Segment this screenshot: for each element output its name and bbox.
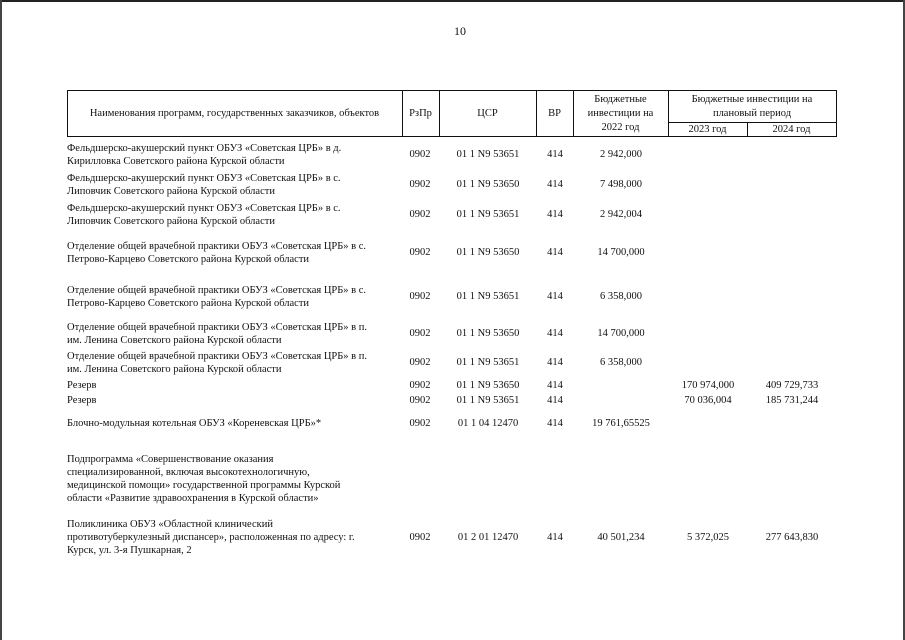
header-planned-l1: Бюджетные инвестиции на <box>691 94 813 105</box>
header-2023: 2023 год <box>688 124 727 135</box>
row-name: Резерв <box>67 395 97 406</box>
row-2024: 409 729,733 <box>765 380 819 391</box>
row-rzpr: 0902 <box>409 247 431 258</box>
row-2022: 7 498,000 <box>600 179 642 190</box>
subprogram-l4: области «Развитие здравоохранения в Курской области» <box>67 493 319 504</box>
row-name <box>67 284 402 310</box>
row-name: Резерв <box>67 380 97 391</box>
row-2022: 19 761,65525 <box>592 418 650 429</box>
row-name <box>67 321 402 347</box>
row-csr: 01 1 N9 53651 <box>456 357 520 368</box>
row-2023: 5 372,025 <box>687 532 729 543</box>
row-rzpr: 0902 <box>409 328 431 339</box>
row-2022: 6 358,000 <box>600 357 642 368</box>
row-name-l2: Петрово-Карцево Советского района Курской области <box>67 298 310 309</box>
subprogram-l1: Подпрограмма «Совершенствование оказания <box>67 454 274 465</box>
row-rzpr: 0902 <box>409 179 431 190</box>
row-name-l2: Кирилловка Советского района Курской области <box>67 156 285 167</box>
row-name-l1: Поликлиника ОБУЗ «Областной клинический <box>67 519 273 530</box>
row-name <box>67 202 402 228</box>
row-rzpr: 0902 <box>409 532 431 543</box>
row-name-l3: Курск, ул. 3-я Пушкарная, 2 <box>67 545 192 556</box>
row-vr: 414 <box>547 328 563 339</box>
row-csr: 01 1 N9 53651 <box>456 149 520 160</box>
row-csr: 01 1 N9 53650 <box>456 247 520 258</box>
row-rzpr: 0902 <box>409 209 431 220</box>
header-inv-2022-l3: 2022 год <box>601 122 640 133</box>
row-rzpr: 0902 <box>409 380 431 391</box>
row-name-l2: Липовчик Советского района Курской области <box>67 216 275 227</box>
row-vr: 414 <box>547 532 563 543</box>
row-2022: 2 942,000 <box>600 149 642 160</box>
row-vr: 414 <box>547 380 563 391</box>
row-name-l1: Фельдшерско-акушерский пункт ОБУЗ «Советская ЦРБ» в с. <box>67 173 341 184</box>
subprogram-text <box>67 453 402 505</box>
row-csr: 01 1 N9 53650 <box>456 179 520 190</box>
row-csr: 01 2 01 12470 <box>457 532 519 543</box>
row-name <box>67 350 402 376</box>
header-inv-2022 <box>573 93 668 135</box>
row-vr: 414 <box>547 149 563 160</box>
header-rzpr: РзПр <box>409 108 432 119</box>
header-vline-7 <box>836 90 837 137</box>
row-vr: 414 <box>547 247 563 258</box>
row-name-l1: Отделение общей врачебной практики ОБУЗ «Советская ЦРБ» в п. <box>67 351 368 362</box>
row-name-l1: Фельдшерско-акушерский пункт ОБУЗ «Советская ЦРБ» в с. <box>67 203 341 214</box>
header-top-line <box>67 90 837 91</box>
row-name-l2: им. Ленина Советского района Курской области <box>67 364 282 375</box>
row-csr: 01 1 04 12470 <box>457 418 519 429</box>
row-2024: 185 731,244 <box>765 395 819 406</box>
header-name: Наименования программ, государственных заказчиков, объектов <box>89 108 380 119</box>
row-2022: 40 501,234 <box>597 532 645 543</box>
header-planned <box>668 93 836 121</box>
header-2024: 2024 год <box>772 124 811 135</box>
row-vr: 414 <box>547 179 563 190</box>
row-name <box>67 172 402 198</box>
row-vr: 414 <box>547 357 563 368</box>
header-inv-2022-l1: Бюджетные <box>594 94 647 105</box>
row-name-l1: Отделение общей врачебной практики ОБУЗ «Советская ЦРБ» в п. <box>67 322 368 333</box>
header-vr: ВР <box>548 108 561 119</box>
scan-border-top <box>0 0 905 2</box>
row-name-l2: им. Ленина Советского района Курской области <box>67 335 282 346</box>
row-vr: 414 <box>547 209 563 220</box>
row-name <box>67 240 402 266</box>
row-rzpr: 0902 <box>409 395 431 406</box>
scan-border-left <box>0 0 2 640</box>
row-vr: 414 <box>547 418 563 429</box>
row-2023: 170 974,000 <box>681 380 735 391</box>
row-name-l1: Отделение общей врачебной практики ОБУЗ «Советская ЦРБ» в с. <box>67 285 367 296</box>
row-name-l2: Петрово-Карцево Советского района Курской области <box>67 254 310 265</box>
row-csr: 01 1 N9 53651 <box>456 209 520 220</box>
row-name-l2: противотуберкулезный диспансер», расположенная по адресу: г. <box>67 532 355 543</box>
row-name-l1: Отделение общей врачебной практики ОБУЗ «Советская ЦРБ» в с. <box>67 241 367 252</box>
row-2023: 70 036,004 <box>684 395 732 406</box>
row-name: Блочно-модульная котельная ОБУЗ «Кореневская ЦРБ»* <box>67 418 322 429</box>
row-name <box>67 518 402 557</box>
row-2024: 277 643,830 <box>765 532 819 543</box>
row-csr: 01 1 N9 53650 <box>456 328 520 339</box>
page-number: 10 <box>454 24 466 38</box>
row-name-l1: Фельдшерско-акушерский пункт ОБУЗ «Советская ЦРБ» в д. <box>67 143 342 154</box>
row-rzpr: 0902 <box>409 149 431 160</box>
header-planned-l2: плановый период <box>712 108 792 119</box>
row-2022: 2 942,004 <box>600 209 642 220</box>
row-2022: 14 700,000 <box>597 328 645 339</box>
subprogram-l3: медицинской помощи» государственной программы Курской <box>67 480 341 491</box>
row-csr: 01 1 N9 53650 <box>456 380 520 391</box>
header-inv-2022-l2: инвестиции на <box>587 108 654 119</box>
row-vr: 414 <box>547 395 563 406</box>
row-rzpr: 0902 <box>409 418 431 429</box>
row-name-l2: Липовчик Советского района Курской области <box>67 186 275 197</box>
row-2022: 14 700,000 <box>597 247 645 258</box>
subprogram-l2: специализированной, включая высокотехнологичную, <box>67 467 310 478</box>
row-vr: 414 <box>547 291 563 302</box>
row-rzpr: 0902 <box>409 357 431 368</box>
row-csr: 01 1 N9 53651 <box>456 291 520 302</box>
row-rzpr: 0902 <box>409 291 431 302</box>
row-csr: 01 1 N9 53651 <box>456 395 520 406</box>
header-csr: ЦСР <box>477 108 498 119</box>
row-name <box>67 142 402 168</box>
row-2022: 6 358,000 <box>600 291 642 302</box>
